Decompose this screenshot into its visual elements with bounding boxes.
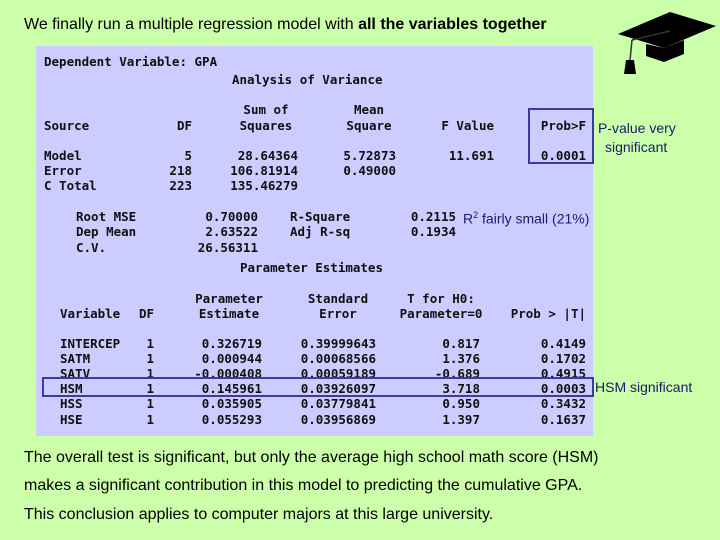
pe-cell-variable: SATV xyxy=(60,366,91,381)
fit-label-cv: C.V. xyxy=(76,240,107,255)
pe-header-df: DF xyxy=(138,306,154,321)
fit-label-rsq: R-Square xyxy=(290,209,351,224)
conclusion-line-3: This conclusion applies to computer majors at this large university. xyxy=(24,506,494,523)
title-bold-text: all the variables together xyxy=(358,16,547,33)
pe-cell-estimate: 0.326719 xyxy=(201,336,262,351)
anova-header-ms-1: Mean xyxy=(353,102,385,117)
anova-cell-ss: 106.81914 xyxy=(230,163,298,178)
pe-cell-df: 1 xyxy=(146,351,154,366)
pe-cell-se: 0.39999643 xyxy=(300,336,376,351)
pe-cell-df: 1 xyxy=(146,412,154,427)
pe-cell-estimate: 0.145961 xyxy=(201,381,262,396)
pe-cell-se: 0.03956869 xyxy=(300,412,376,427)
pe-header-p: Prob > |T| xyxy=(510,306,586,321)
anova-cell-f: 11.691 xyxy=(448,148,494,163)
fit-value-cv: 26.56311 xyxy=(197,240,258,255)
pe-cell-t: 0.950 xyxy=(442,396,480,411)
pe-cell-df: 1 xyxy=(146,366,154,381)
conclusion-line-1: The overall test is significant, but only the average high school math score (HSM) xyxy=(24,449,599,466)
anova-cell-df: 223 xyxy=(169,178,192,193)
pvalue-callout xyxy=(598,119,676,157)
anova-cell-ms: 0.49000 xyxy=(343,163,396,178)
pe-cell-se: 0.00068566 xyxy=(300,351,376,366)
pvalue-highlight-box xyxy=(528,108,594,164)
pe-cell-t: -0.689 xyxy=(434,366,480,381)
pe-cell-variable: SATM xyxy=(60,351,91,366)
pe-cell-t: 1.376 xyxy=(442,351,480,366)
anova-cell-p: 0.0001 xyxy=(540,148,586,163)
fit-label-root-mse: Root MSE xyxy=(76,209,137,224)
pe-cell-se: 0.03926097 xyxy=(300,381,376,396)
anova-header-ss-1: Sum of xyxy=(243,102,289,117)
anova-cell-source: C Total xyxy=(44,178,97,193)
pe-cell-estimate: 0.000944 xyxy=(201,351,262,366)
pe-cell-p: 0.1637 xyxy=(540,412,586,427)
fit-label-adj-rsq: Adj R-sq xyxy=(290,224,351,239)
pe-header-t-2: Parameter=0 xyxy=(399,306,483,321)
pe-header-variable: Variable xyxy=(60,306,121,321)
pe-header-estimate-1: Parameter xyxy=(195,291,263,306)
pe-cell-se: 0.00059189 xyxy=(300,366,376,381)
anova-header-source: Source xyxy=(44,118,90,133)
pe-cell-df: 1 xyxy=(146,381,154,396)
anova-cell-source: Model xyxy=(44,148,82,163)
pe-cell-p: 0.4149 xyxy=(540,336,586,351)
fit-value-dep-mean: 2.63522 xyxy=(205,224,258,239)
pe-cell-df: 1 xyxy=(146,396,154,411)
parameter-estimates-title: Parameter Estimates xyxy=(240,260,383,275)
pe-cell-estimate: 0.055293 xyxy=(201,412,262,427)
pe-header-estimate-2: Estimate xyxy=(198,306,260,321)
pe-cell-p: 0.4915 xyxy=(540,366,586,381)
anova-cell-ss: 135.46279 xyxy=(230,178,298,193)
pe-cell-se: 0.03779841 xyxy=(300,396,376,411)
pe-cell-t: 0.817 xyxy=(442,336,480,351)
anova-header-df: DF xyxy=(176,118,192,133)
pe-header-se-2: Error xyxy=(319,306,357,321)
fit-value-root-mse: 0.70000 xyxy=(205,209,258,224)
pe-cell-p: 0.1702 xyxy=(540,351,586,366)
pvalue-callout-line2: significant xyxy=(605,139,668,155)
anova-cell-ss: 28.64364 xyxy=(237,148,298,163)
pe-cell-t: 1.397 xyxy=(442,412,480,427)
anova-cell-ms: 5.72873 xyxy=(343,148,396,163)
fit-label-dep-mean: Dep Mean xyxy=(76,224,137,239)
pe-cell-p: 0.3432 xyxy=(540,396,586,411)
anova-cell-source: Error xyxy=(44,163,82,178)
pe-cell-estimate: 0.035905 xyxy=(201,396,262,411)
anova-cell-df: 5 xyxy=(184,148,192,163)
dependent-variable: Dependent Variable: GPA xyxy=(44,54,218,69)
hsm-callout: HSM significant xyxy=(595,379,693,395)
anova-header-f: F Value xyxy=(441,118,494,133)
pe-cell-variable: HSS xyxy=(60,396,83,411)
hsm-row-highlight-box xyxy=(42,377,594,397)
pe-cell-df: 1 xyxy=(146,336,154,351)
r2-callout-superscript: 2 xyxy=(473,210,479,220)
anova-header-ms-2: Square xyxy=(346,118,392,133)
anova-header-ss-2: Squares xyxy=(239,118,293,133)
graduation-cap-icon xyxy=(612,4,720,76)
pe-header-se-1: Standard xyxy=(307,291,369,306)
pe-header-t-1: T for H0: xyxy=(407,291,475,306)
slide-title xyxy=(24,16,547,34)
pe-cell-estimate: -0.000408 xyxy=(194,366,262,381)
pe-cell-variable: HSE xyxy=(60,412,83,427)
r2-callout-text: fairly small (21%) xyxy=(478,210,590,227)
fit-value-rsq: 0.2115 xyxy=(410,209,456,224)
anova-cell-df: 218 xyxy=(169,163,192,178)
r2-callout xyxy=(463,206,589,229)
pvalue-callout-line1: P-value very xyxy=(598,120,676,136)
fit-value-adj-rsq: 0.1934 xyxy=(410,224,456,239)
pe-cell-p: 0.0003 xyxy=(540,381,586,396)
conclusion-line-2: makes a significant contribution in this model to predicting the cumulative GPA. xyxy=(24,477,583,494)
anova-header-p: Prob>F xyxy=(540,118,586,133)
pe-cell-variable: HSM xyxy=(60,381,83,396)
title-text: We finally run a multiple regression model with xyxy=(24,16,359,33)
r2-callout-prefix: R xyxy=(463,210,474,227)
pe-cell-t: 3.718 xyxy=(442,381,480,396)
anova-title: Analysis of Variance xyxy=(232,72,383,87)
pe-cell-variable: INTERCEP xyxy=(60,336,121,351)
